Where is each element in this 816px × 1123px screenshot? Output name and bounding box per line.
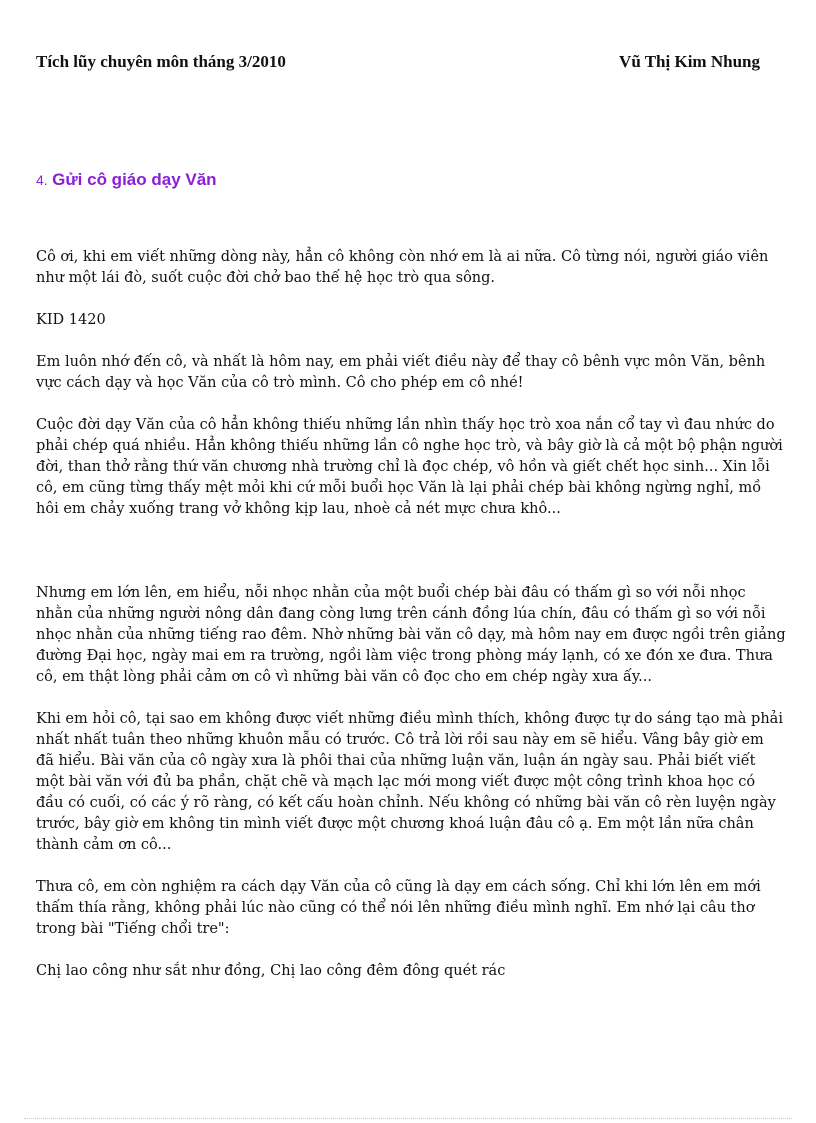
header-author: Vũ Thị Kim Nhung (619, 52, 760, 71)
section-number: 4. (36, 172, 48, 188)
paragraph: Khi em hỏi cô, tại sao em không được viết những điều mình thích, không được tự do sáng tạo mà phải nhất nhất tuân theo những khuôn mẫu có trước. Cô trả lời rồi sau này em sẽ hiểu. Vâng bây giờ em đã hiểu. Bài văn của cô ngày xưa là phôi thai của những luận văn, luận án ngày sau. Phải biết viết một bài văn với đủ ba phần, chặt chẽ và mạch lạc mới mong viết được một công trình khoa học có đầu có cuối, có các ý rõ ràng, có kết cấu hoàn chỉnh. Nếu không có những bài văn cô rèn luyện ngày trước, bây giờ em không tin mình viết được một chương khoá luận đâu cô ạ. Em một lần nữa chân thành cảm ơn cô... (36, 711, 783, 853)
section-title: Gửi cô giáo dạy Văn (52, 170, 217, 189)
paragraph: Cuộc đời dạy Văn của cô hẳn không thiếu những lần nhìn thấy học trò xoa nắn cổ tay vì đau nhức do phải chép quá nhiều. Hẳn không thiếu những lần cô nghe học trò, và bây giờ là cả một bộ phận người đời, than thở rằng thứ văn chương nhà trường chỉ là đọc chép, vô hồn và giết chết học sinh... Xin lỗi cô, em cũng từng thấy mệt mỏi khi cứ mỗi buổi học Văn là lại phải chép bài không ngừng nghỉ, mồ hôi em chảy xuống trang vở không kịp lau, nhoè cả nét mực chưa khô... (36, 417, 783, 517)
header-title: Tích lũy chuyên môn tháng 3/2010 (36, 52, 286, 71)
paragraph: Thưa cô, em còn nghiệm ra cách dạy Văn của cô cũng là dạy em cách sống. Chỉ khi lớn lên em mới thấm thía rằng, không phải lúc nào cũng có thể nói lên những điều mình nghĩ. Em nhớ lại câu thơ trong bài "Tiếng chổi tre": (36, 879, 761, 937)
poem-line: Chị lao công như sắt như đồng, Chị lao công đêm đông quét rác (36, 963, 506, 979)
paragraph: Em luôn nhớ đến cô, và nhất là hôm nay, em phải viết điều này để thay cô bênh vực môn Văn, bênh vực cách dạy và học Văn của cô trò mình. Cô cho phép em cô nhé! (36, 354, 766, 391)
section-heading (36, 170, 217, 190)
article-body (36, 247, 786, 982)
paragraph-code: KID 1420 (36, 312, 106, 328)
paragraph: Nhưng em lớn lên, em hiểu, nỗi nhọc nhằn của một buổi chép bài đâu có thấm gì so với nỗi nhọc nhằn của những người nông dân đang còng lưng trên cánh đồng lúa chín, đâu có thấm gì so với nỗi nhọc nhằn của những tiếng rao đêm. Nhờ những bài văn cô dạy, mà hôm nay em được ngồi trên giảng đường Đại học, ngày mai em ra trường, ngồi làm việc trong phòng máy lạnh, có xe đón xe đưa. Thưa cô, em thật lòng phải cảm ơn cô vì những bài văn cô đọc cho em chép ngày xưa ấy... (36, 585, 786, 685)
page-bottom-divider (24, 1118, 792, 1119)
paragraph: Cô ơi, khi em viết những dòng này, hẳn cô không còn nhớ em là ai nữa. Cô từng nói, người giáo viên như một lái đò, suốt cuộc đời chở bao thế hệ học trò qua sông. (36, 249, 769, 286)
page-header (36, 52, 760, 74)
